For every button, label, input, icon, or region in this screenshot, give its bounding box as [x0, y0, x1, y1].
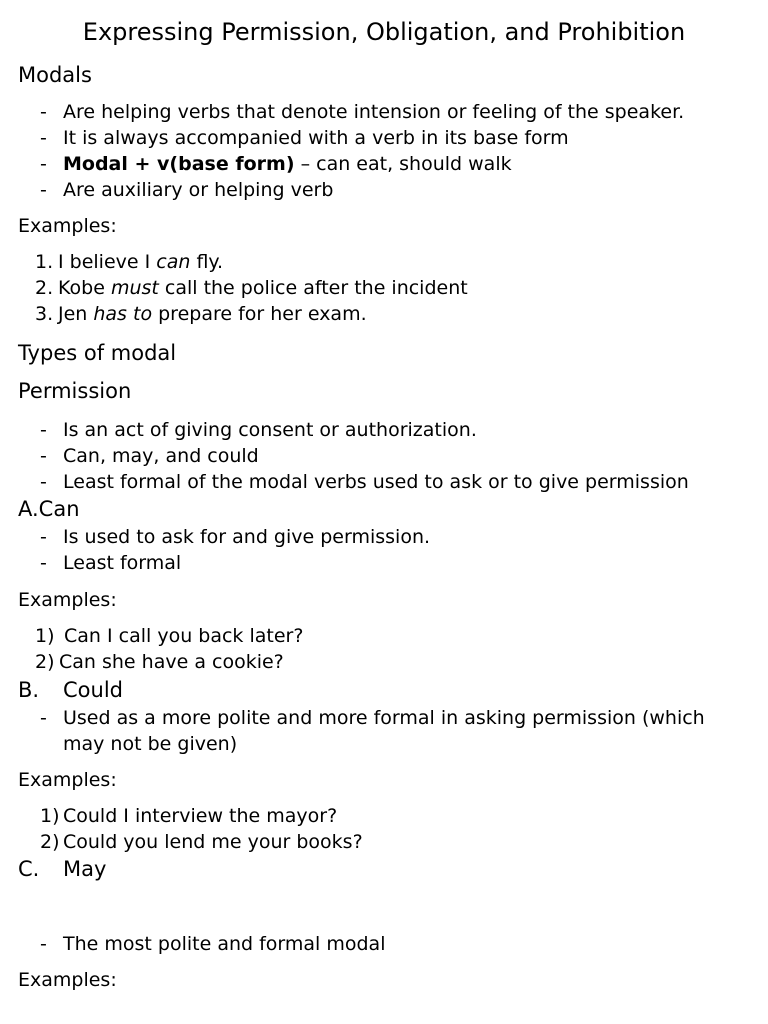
- bullet-dash: -: [40, 526, 47, 548]
- can-example-2: Can she have a cookie?: [59, 651, 284, 673]
- modals-bullet-4: Are auxiliary or helping verb: [63, 179, 334, 201]
- modals-example-1: I believe I can fly.: [58, 251, 223, 273]
- can-bullet-1: Is used to ask for and give permission.: [63, 526, 431, 548]
- modals-bullet-2: It is always accompanied with a verb in its base form: [63, 127, 569, 149]
- could-example-2: Could you lend me your books?: [63, 831, 363, 853]
- permission-heading: Permission: [18, 379, 132, 403]
- could-letter: B.: [18, 678, 40, 702]
- bullet-dash: -: [40, 179, 47, 201]
- example-number: 2): [35, 651, 55, 673]
- modals-example-3: Jen has to prepare for her exam.: [58, 303, 367, 325]
- permission-bullet-3: Least formal of the modal verbs used to ask or to give permission: [63, 471, 689, 493]
- permission-bullet-1: Is an act of giving consent or authorization.: [63, 419, 477, 441]
- can-bullet-2: Least formal: [63, 552, 182, 574]
- may-heading: May: [63, 857, 107, 881]
- bullet-dash: -: [40, 419, 47, 441]
- modals-example-2: Kobe must call the police after the incident: [58, 277, 468, 299]
- types-heading: Types of modal: [18, 341, 177, 365]
- bullet-dash: -: [40, 153, 47, 175]
- modals-heading: Modals: [18, 63, 92, 87]
- modals-bullet-1: Are helping verbs that denote intension or feeling of the speaker.: [63, 101, 685, 123]
- page-title: Expressing Permission, Obligation, and Prohibition: [82, 18, 686, 46]
- bullet-dash: -: [40, 127, 47, 149]
- could-example-1: Could I interview the mayor?: [63, 805, 338, 827]
- example-number: 3.: [35, 303, 54, 325]
- modal-formula-example: – can eat, should walk: [300, 153, 512, 175]
- bullet-dash: -: [40, 707, 47, 729]
- modal-formula: Modal + v(base form): [63, 153, 295, 175]
- example-number: 2): [40, 831, 60, 853]
- permission-bullet-2: Can, may, and could: [63, 445, 259, 467]
- could-bullet-line-2: may not be given): [63, 733, 238, 755]
- bullet-dash: -: [40, 471, 47, 493]
- could-bullet-line-1: Used as a more polite and more formal in asking permission (which: [63, 707, 705, 729]
- bullet-dash: -: [40, 933, 47, 955]
- examples-label: Examples:: [18, 215, 117, 237]
- may-letter: C.: [18, 857, 40, 881]
- bullet-dash: -: [40, 445, 47, 467]
- example-number: 2.: [35, 277, 54, 299]
- can-heading: A.Can: [18, 497, 80, 521]
- may-bullet: The most polite and formal modal: [63, 933, 386, 955]
- examples-label: Examples:: [18, 769, 117, 791]
- can-example-1: Can I call you back later?: [64, 625, 304, 647]
- could-heading: Could: [63, 678, 123, 702]
- examples-label: Examples:: [18, 589, 117, 611]
- modals-bullet-3: [63, 155, 512, 174]
- example-number: 1): [40, 805, 60, 827]
- example-number: 1): [35, 625, 55, 647]
- example-number: 1.: [35, 251, 54, 273]
- examples-label: Examples:: [18, 969, 117, 991]
- bullet-dash: -: [40, 101, 47, 123]
- bullet-dash: -: [40, 552, 47, 574]
